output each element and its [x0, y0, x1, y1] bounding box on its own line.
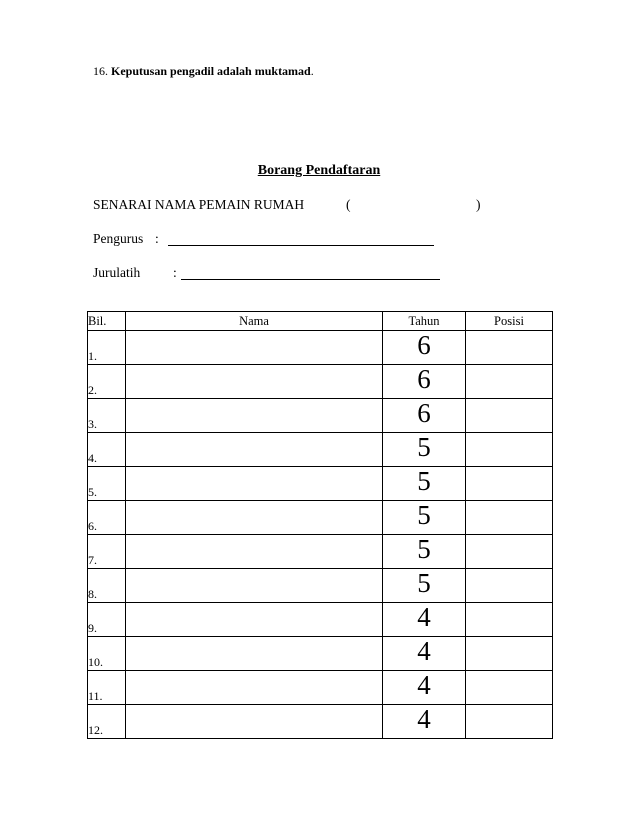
name-cell[interactable]	[126, 603, 383, 637]
table-row	[88, 433, 553, 467]
row-number: 7.	[88, 535, 126, 569]
house-label: SENARAI NAMA PEMAIN RUMAH	[93, 197, 305, 212]
name-cell[interactable]	[126, 433, 383, 467]
year-cell: 4	[383, 705, 466, 739]
row-number: 12.	[88, 705, 126, 739]
row-number: 3.	[88, 399, 126, 433]
row-number: 1.	[88, 331, 126, 365]
jurulatih-label: Jurulatih	[93, 265, 141, 280]
pengurus-blank-line[interactable]	[168, 245, 434, 246]
position-cell[interactable]	[466, 569, 553, 603]
name-cell[interactable]	[126, 331, 383, 365]
rule-end: .	[310, 64, 314, 78]
name-cell[interactable]	[126, 535, 383, 569]
name-cell[interactable]	[126, 365, 383, 399]
header-posisi: Posisi	[466, 312, 553, 331]
name-cell[interactable]	[126, 637, 383, 671]
rule-16-line	[93, 64, 314, 78]
year-cell: 6	[383, 331, 466, 365]
table-row	[88, 501, 553, 535]
table-row	[88, 603, 553, 637]
year-cell: 4	[383, 637, 466, 671]
year-cell: 5	[383, 569, 466, 603]
position-cell[interactable]	[466, 705, 553, 739]
position-cell[interactable]	[466, 399, 553, 433]
row-number: 11.	[88, 671, 126, 705]
name-cell[interactable]	[126, 501, 383, 535]
row-number: 10.	[88, 637, 126, 671]
header-nama: Nama	[126, 312, 383, 331]
position-cell[interactable]	[466, 637, 553, 671]
row-number: 5.	[88, 467, 126, 501]
position-cell[interactable]	[466, 331, 553, 365]
position-cell[interactable]	[466, 365, 553, 399]
house-close-paren: )	[476, 197, 481, 212]
jurulatih-colon: :	[173, 265, 177, 280]
table-row	[88, 671, 553, 705]
name-cell[interactable]	[126, 671, 383, 705]
header-tahun: Tahun	[383, 312, 466, 331]
table-row	[88, 399, 553, 433]
table-row	[88, 535, 553, 569]
year-cell: 6	[383, 365, 466, 399]
house-line	[93, 197, 481, 213]
position-cell[interactable]	[466, 535, 553, 569]
name-cell[interactable]	[126, 399, 383, 433]
year-cell: 4	[383, 671, 466, 705]
jurulatih-field	[93, 265, 177, 281]
year-cell: 5	[383, 501, 466, 535]
row-number: 4.	[88, 433, 126, 467]
name-cell[interactable]	[126, 467, 383, 501]
position-cell[interactable]	[466, 603, 553, 637]
player-table	[87, 311, 553, 739]
position-cell[interactable]	[466, 433, 553, 467]
row-number: 8.	[88, 569, 126, 603]
name-cell[interactable]	[126, 705, 383, 739]
pengurus-colon: :	[155, 231, 159, 246]
table-header-row	[88, 312, 553, 331]
year-cell: 4	[383, 603, 466, 637]
year-cell: 6	[383, 399, 466, 433]
row-number: 6.	[88, 501, 126, 535]
year-cell: 5	[383, 433, 466, 467]
rule-text: Keputusan pengadil adalah muktamad	[111, 64, 311, 78]
rule-number: 16.	[93, 64, 108, 78]
table-row	[88, 467, 553, 501]
jurulatih-blank-line[interactable]	[181, 279, 440, 280]
table-row	[88, 331, 553, 365]
position-cell[interactable]	[466, 671, 553, 705]
year-cell: 5	[383, 467, 466, 501]
table-row	[88, 365, 553, 399]
table-row	[88, 637, 553, 671]
table-row	[88, 705, 553, 739]
row-number: 9.	[88, 603, 126, 637]
row-number: 2.	[88, 365, 126, 399]
form-title: Borang Pendaftaran	[257, 163, 381, 178]
pengurus-field	[93, 231, 159, 247]
name-cell[interactable]	[126, 569, 383, 603]
position-cell[interactable]	[466, 467, 553, 501]
pengurus-label: Pengurus	[93, 231, 144, 246]
year-cell: 5	[383, 535, 466, 569]
table-row	[88, 569, 553, 603]
position-cell[interactable]	[466, 501, 553, 535]
header-bil: Bil.	[88, 312, 126, 331]
house-open-paren: (	[346, 197, 351, 212]
